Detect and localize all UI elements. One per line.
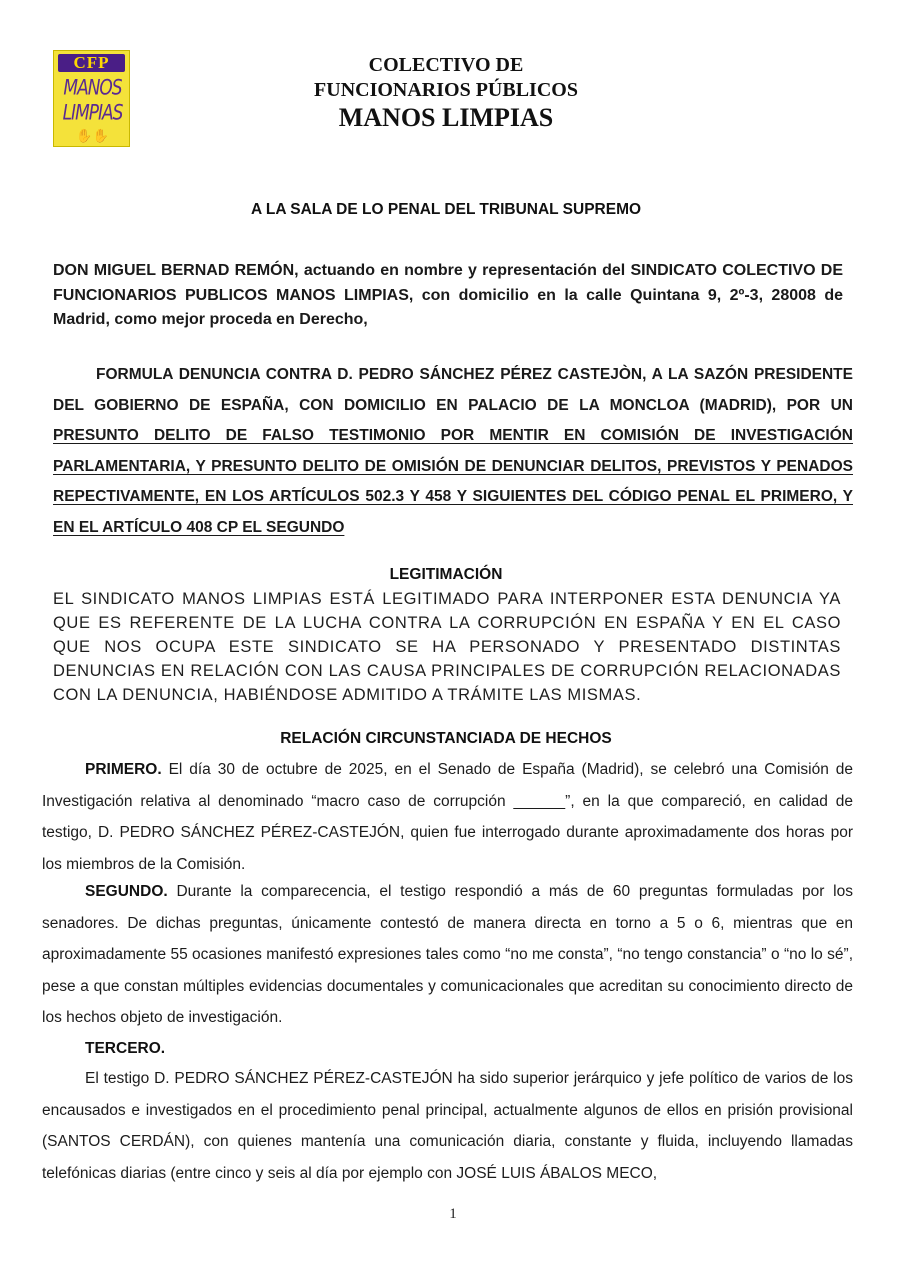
hechos-heading: RELACIÓN CIRCUNSTANCIADA DE HECHOS <box>280 730 612 747</box>
tercero-text: El testigo D. PEDRO SÁNCHEZ PÉREZ-CASTEJÓN ha sido superior jerárquico y jefe político de varios de los encausados e investigados en el procedimiento penal principal, actualmente algunos de ellos en prisión provisional (SANTOS CERDÁN), con quienes mantenía una comunicación diaria, constante y fluida, incluyendo llamadas telefónicas diarias (entre cinco y seis al día por ejemplo con JOSÉ LUIS ÁBALOS MECO, <box>42 1070 853 1182</box>
intro-paragraph: DON MIGUEL BERNAD REMÓN, actuando en nombre y representación del SINDICATO COLECTIVO DE FUNCIONARIOS PUBLICOS MANOS LIMPIAS, con domicilio en la calle Quintana 9, 2º-3, 28008 de Madrid, como mejor proceda en Derecho, <box>53 262 843 328</box>
hecho-segundo <box>42 876 853 1034</box>
org-name-line-1: COLECTIVO DE <box>368 54 524 76</box>
segundo-label: SEGUNDO. <box>85 883 168 900</box>
page-number: 1 <box>449 1206 457 1222</box>
hecho-tercero-heading <box>42 1033 853 1065</box>
primero-text: El día 30 de octubre de 2025, en el Senado de España (Madrid), se celebró una Comisión de Investigación relativa al denominado “macro caso de corrupción ______”, en la que compareció, en calidad de testigo, D. PEDRO SÁNCHEZ PÉREZ-CASTEJÓN, quien fue interrogado durante aproximadamente dos horas por los miembros de la Comisión. <box>42 761 853 873</box>
logo-line-1: MANOS <box>63 75 122 101</box>
primero-label: PRIMERO. <box>85 761 162 778</box>
tercero-label: TERCERO. <box>85 1040 166 1057</box>
denuncia-text: FORMULA DENUNCIA CONTRA D. PEDRO SÁNCHEZ PÉREZ CASTEJÒN, A LA SAZÓN PRESIDENTE DEL GOBIERNO DE ESPAÑA, CON DOMICILIO EN PALACIO DE LA MONCLOA (MADRID), POR UN <box>53 366 853 414</box>
hecho-primero <box>42 754 853 880</box>
hands-icon: ✋✋ <box>76 128 109 143</box>
cfp-logo <box>53 50 130 147</box>
denuncia-paragraph <box>53 360 853 543</box>
legitimacion-heading: LEGITIMACIÓN <box>389 566 503 583</box>
org-name-line-3: MANOS LIMPIAS <box>338 103 554 132</box>
addressee-heading: A LA SALA DE LO PENAL DEL TRIBUNAL SUPREMO <box>250 201 642 218</box>
segundo-text: Durante la comparecencia, el testigo respondió a más de 60 preguntas formuladas por los senadores. De dichas preguntas, únicamente contestó de manera directa en torno a 5 o 6, mientras que en aproximadamente 55 ocasiones manifestó expresiones tales como “no me consta”, “no tengo constancia” o “no lo sé”, pese a que constan múltiples evidencias documentales y comunicacionales que acreditan su conocimiento directo de los hechos objeto de investigación. <box>42 883 853 1026</box>
org-name-line-2: FUNCIONARIOS PÚBLICOS <box>314 79 578 101</box>
denuncia-underlined-text: PRESUNTO DELITO DE FALSO TESTIMONIO POR MENTIR EN COMISIÓN DE INVESTIGACIÓN PARLAMENTARIA, Y PRESUNTO DELITO DE OMISIÓN DE DENUNCIAR DELITOS, PREVISTOS Y PENADOS REPECTIVAMENTE, EN LOS ARTÍCULOS 502.3 Y 458 Y SIGUIENTES DEL CÓDIGO PENAL EL PRIMERO, Y EN EL ARTÍCULO 408 CP EL SEGUNDO <box>53 427 853 536</box>
logo-cfp-text: CFP <box>58 54 125 72</box>
legitimacion-paragraph: EL SINDICATO MANOS LIMPIAS ESTÁ LEGITIMADO PARA INTERPONER ESTA DENUNCIA YA QUE ES REFERENTE DE LA LUCHA CONTRA LA CORRUPCIÓN EN ESPAÑA Y EN EL CASO QUE NOS OCUPA ESTE SINDICATO SE HA PERSONADO Y PRESENTADO DISTINTAS DENUNCIAS EN RELACIÓN CON LAS CAUSA PRINCIPALES DE CORRUPCIÓN RELACIONADAS CON LA DENUNCIA, HABIÉNDOSE ADMITIDO A TRÁMITE LAS MISMAS. <box>53 590 841 704</box>
hecho-tercero <box>42 1063 853 1189</box>
logo-line-2: LIMPIAS <box>62 100 123 126</box>
